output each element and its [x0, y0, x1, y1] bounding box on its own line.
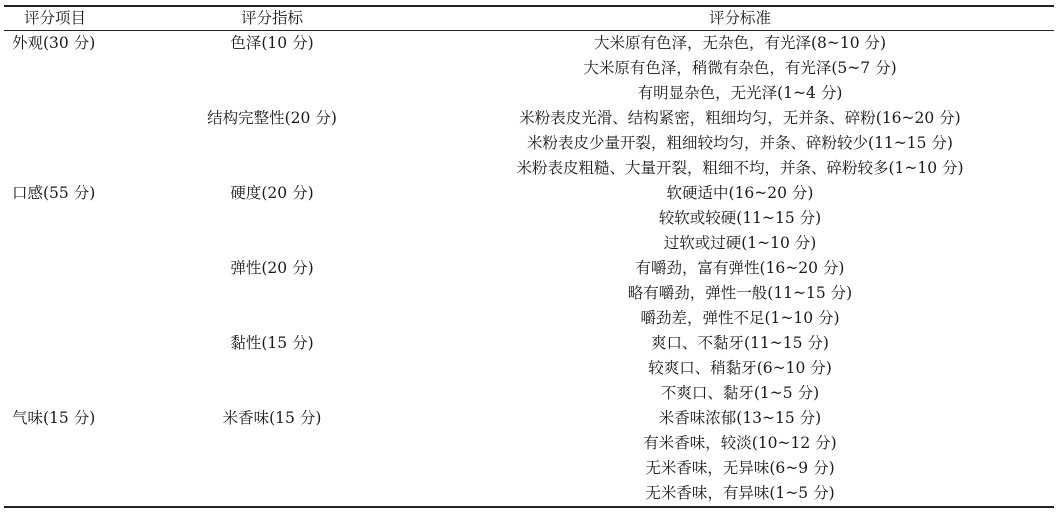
row-indicator: 黏性(15 分): [230, 334, 314, 352]
row-indicator: 米香味(15 分): [222, 409, 322, 427]
table-row: [4, 31, 1054, 56]
table-row: [4, 81, 1054, 106]
table-row: [4, 331, 1054, 356]
row-criterion: 较爽口、稍黏牙(6~10 分): [648, 359, 832, 377]
table-row: [4, 381, 1054, 406]
row-criterion: 米粉表皮光滑、结构紧密，粗细均匀，无并条、碎粉(16~20 分): [519, 109, 961, 127]
table-row: [4, 56, 1054, 81]
row-item: 气味(15 分): [12, 409, 96, 427]
table-row: [4, 406, 1054, 431]
table-bottom-rule: [4, 506, 1054, 508]
table-row: [4, 281, 1054, 306]
table-row: [4, 481, 1054, 506]
row-criterion: 不爽口、黏牙(1~5 分): [660, 384, 820, 402]
row-indicator: 结构完整性(20 分): [207, 109, 337, 127]
row-criterion: 有嚼劲，富有弹性(16~20 分): [635, 259, 845, 277]
table-row: [4, 106, 1054, 131]
row-criterion: 软硬适中(16~20 分): [666, 184, 814, 202]
table-row: [4, 356, 1054, 381]
row-indicator: 弹性(20 分): [230, 259, 314, 277]
row-criterion: 米香味浓郁(13~15 分): [658, 409, 822, 427]
table-row: [4, 256, 1054, 281]
table-row: [4, 306, 1054, 331]
row-criterion: 米粉表皮粗糙、大量开裂，粗细不均，并条、碎粉较多(1~10 分): [516, 159, 964, 177]
row-criterion: 无米香味，无异味(6~9 分): [645, 459, 835, 477]
row-criterion: 过软或过硬(1~10 分): [663, 234, 817, 252]
row-criterion: 大米原有色泽，无杂色，有光泽(8~10 分): [593, 34, 887, 52]
row-criterion: 嚼劲差，弹性不足(1~10 分): [640, 309, 840, 327]
row-criterion: 米粉表皮少量开裂，粗细较均匀，并条、碎粉较少(11~15 分): [527, 134, 953, 152]
row-item: 口感(55 分): [12, 184, 96, 202]
row-criterion: 有明显杂色，无光泽(1~4 分): [637, 84, 843, 102]
row-criterion: 有米香味，较淡(10~12 分): [643, 434, 837, 452]
header-indicator: 评分指标: [240, 9, 304, 27]
header-item: 评分项目: [24, 9, 87, 27]
table-row: [4, 231, 1054, 256]
table-row: [4, 131, 1054, 156]
table-row: [4, 431, 1054, 456]
table-row: [4, 456, 1054, 481]
table-body: [4, 31, 1054, 506]
table-row: [4, 156, 1054, 181]
row-criterion: 大米原有色泽，稍微有杂色，有光泽(5~7 分): [583, 59, 897, 77]
header-criterion: 评分标准: [708, 9, 772, 27]
row-criterion: 爽口、不黏牙(11~15 分): [651, 334, 829, 352]
table-header: [4, 7, 1054, 30]
row-indicator: 色泽(10 分): [230, 34, 314, 52]
row-item: 外观(30 分): [12, 34, 96, 52]
table-row: [4, 181, 1054, 206]
row-criterion: 略有嚼劲，弹性一般(11~15 分): [627, 284, 853, 302]
table-row: [4, 206, 1054, 231]
row-criterion: 无米香味，有异味(1~5 分): [645, 484, 835, 502]
row-criterion: 较软或较硬(11~15 分): [658, 209, 822, 227]
row-indicator: 硬度(20 分): [230, 184, 314, 202]
scoring-table: [4, 5, 1054, 508]
